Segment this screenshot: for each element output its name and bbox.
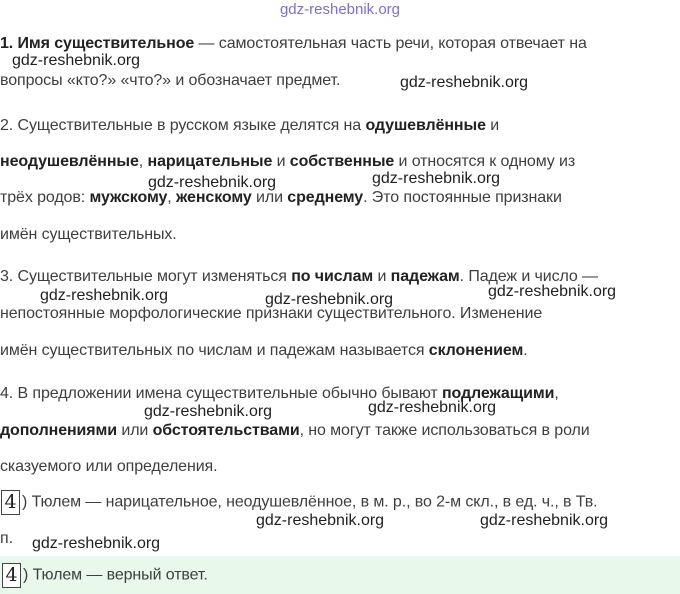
- paragraph-2-line-2: неодушевлённые, нарицательные и собственные и относятся к одному из: [0, 153, 576, 170]
- paragraph-1-line-1: [0, 35, 587, 53]
- paragraph-3-line-3: имён существительных по числам и падежам называется склонением.: [0, 342, 528, 359]
- watermark: gdz-reshebnik.org: [144, 403, 273, 420]
- paragraph-4-line-3: сказуемого или определения.: [0, 458, 218, 475]
- analysis-line-2: п.: [0, 530, 13, 547]
- site-header: gdz-reshebnik.org: [279, 1, 401, 18]
- watermark: gdz-reshebnik.org: [265, 291, 394, 308]
- paragraph-1-line-2: вопросы «кто?» «что?» и обозначает предмет.: [0, 72, 341, 89]
- watermark: gdz-reshebnik.org: [40, 287, 169, 304]
- watermark: gdz-reshebnik.org: [368, 399, 497, 416]
- p1-text: — самостоятельная часть речи, которая отвечает на: [194, 35, 587, 52]
- watermark: gdz-reshebnik.org: [372, 170, 501, 187]
- watermark: gdz-reshebnik.org: [400, 74, 529, 91]
- paragraph-2-line-3: трёх родов: мужскому, женскому или среднему. Это постоянные признаки: [0, 189, 562, 206]
- answer-text: ) Тюлем — верный ответ.: [23, 566, 208, 584]
- paragraph-3-line-2: непостоянные морфологические признаки существительного. Изменение: [0, 305, 543, 322]
- answer-number-box: 4: [2, 563, 21, 588]
- watermark: gdz-reshebnik.org: [12, 52, 141, 69]
- answer-line: [2, 563, 208, 588]
- p1-number: 1.: [0, 35, 14, 52]
- paragraph-2-line-4: имён существительных.: [0, 226, 177, 243]
- watermark: gdz-reshebnik.org: [32, 535, 161, 552]
- watermark: gdz-reshebnik.org: [488, 283, 617, 300]
- answer-bar: [0, 556, 680, 594]
- watermark: gdz-reshebnik.org: [480, 512, 609, 529]
- watermark: gdz-reshebnik.org: [148, 174, 277, 191]
- analysis-text: ) Тюлем — нарицательное, неодушевлённое, в м. р., во 2-м скл., в ед. ч., в Тв.: [22, 493, 598, 511]
- paragraph-2-line-1: 2. Существительные в русском языке делятся на одушевлённые и: [0, 117, 500, 134]
- watermark: gdz-reshebnik.org: [256, 512, 385, 529]
- paragraph-4-line-2: дополнениями или обстоятельствами, но могут также использоваться в роли: [0, 422, 590, 439]
- option-number-box: 4: [1, 490, 20, 515]
- paragraph-3-line-1: 3. Существительные могут изменяться по числам и падежам. Падеж и число —: [0, 268, 598, 285]
- paragraph-4-line-1: 4. В предложении имена существительные обычно бывают подлежащими,: [0, 385, 559, 402]
- term-noun: Имя существительное: [17, 35, 195, 52]
